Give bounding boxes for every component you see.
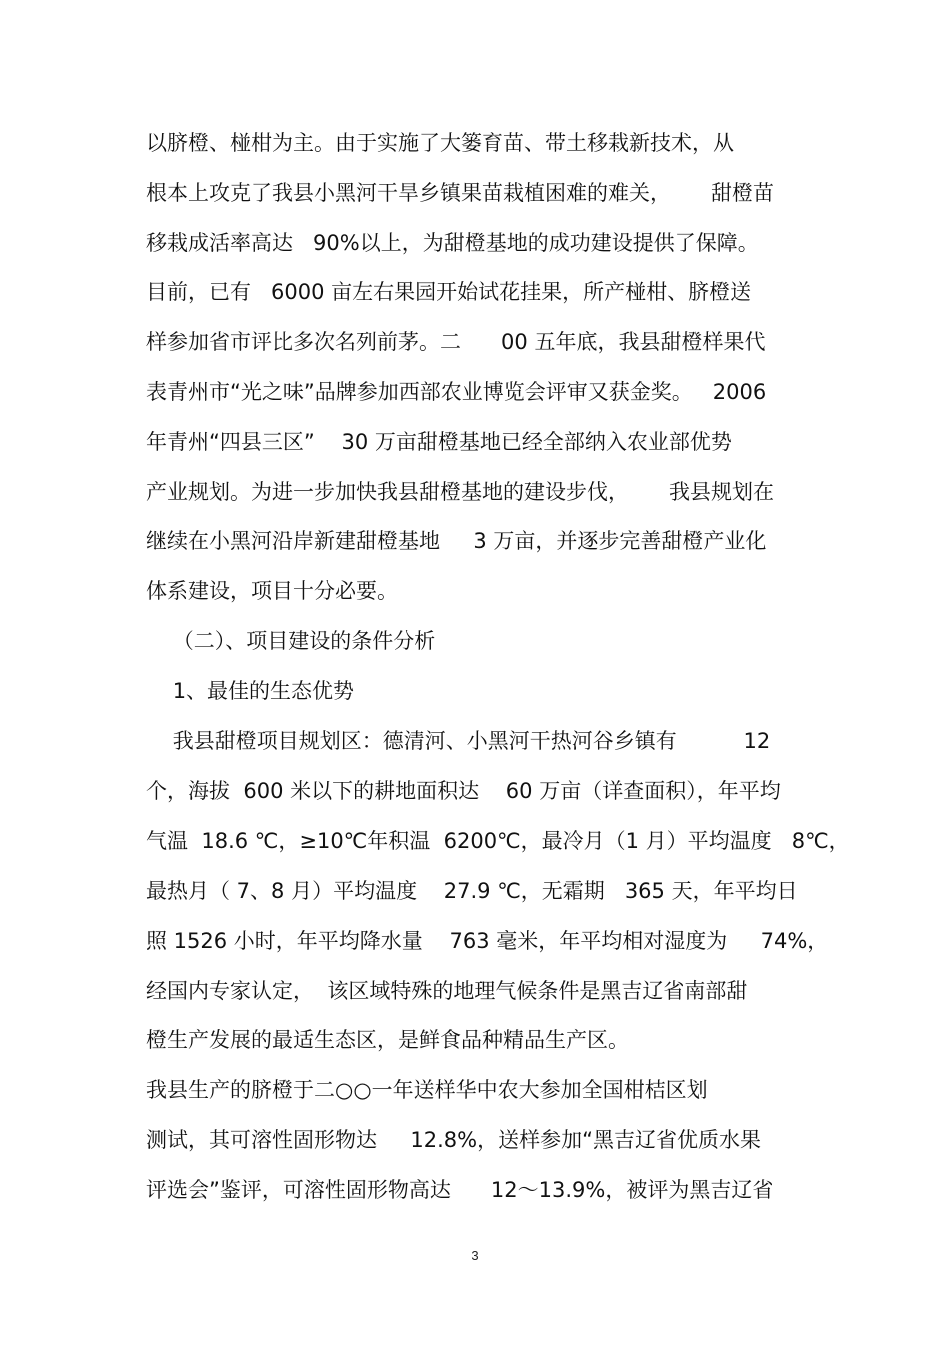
body-text-line: 表青州市“光之味”品牌参加西部农业博览会评审又获金奖。 2006	[146, 380, 767, 404]
body-text-line: 评选会”鉴评，可溶性固形物高达 12～13.9%，被评为黑吉辽省	[146, 1178, 774, 1202]
body-text-line: 照 1526 小时，年平均降水量 763 毫米，年平均相对湿度为 74%，	[146, 929, 829, 953]
page-number: 3	[471, 1248, 479, 1263]
body-text-line: 年青州“四县三区” 30 万亩甜橙基地已经全部纳入农业部优势	[146, 430, 732, 454]
body-text-line: 橙生产发展的最适生态区，是鲜食品种精品生产区。	[146, 1028, 629, 1052]
body-text-line: 最热月（ 7、8 月）平均温度 27.9 ℃，无霜期 365 天，年平均日	[146, 879, 798, 903]
body-text-line: 样参加省市评比多次名列前茅。二 00 五年底，我县甜橙样果代	[146, 330, 766, 354]
body-text-line: 经国内专家认定， 该区域特殊的地理气候条件是黑吉辽省南部甜	[146, 979, 748, 1003]
body-text-line: 继续在小黑河沿岸新建甜橙基地 3 万亩，并逐步完善甜橙产业化	[146, 529, 767, 553]
body-text-line: 目前，已有 6000 亩左右果园开始试花挂果，所产椪柑、脐橙送	[146, 280, 752, 304]
subsection-heading: 1、最佳的生态优势	[146, 679, 355, 703]
body-text-line: 我县甜橙项目规划区：德清河、小黑河干热河谷乡镇有 12	[146, 729, 771, 753]
section-heading: （二）、项目建设的条件分析	[146, 629, 436, 653]
body-text-line: 我县生产的脐橙于二○○一年送样华中农大参加全国柑桔区划	[146, 1078, 708, 1102]
body-text-line: 产业规划。为进一步加快我县甜橙基地的建设步伐， 我县规划在	[146, 480, 775, 504]
body-text-line: 以脐橙、椪柑为主。由于实施了大篓育苗、带土移栽新技术，从	[146, 131, 734, 155]
body-text-line: 根本上攻克了我县小黑河干旱乡镇果苗栽植困难的难关， 甜橙苗	[146, 181, 775, 205]
body-text-line: 气温 18.6 ℃，≥10℃年积温 6200℃，最冷月（1 月）平均温度 8℃，	[146, 829, 850, 853]
body-text-line: 体系建设，项目十分必要。	[146, 579, 398, 603]
body-text-line: 移栽成活率高达 90%以上，为甜橙基地的成功建设提供了保障。	[146, 231, 759, 255]
body-text-line: 测试，其可溶性固形物达 12.8%，送样参加“黑吉辽省优质水果	[146, 1128, 761, 1152]
body-text-line: 个，海拔 600 米以下的耕地面积达 60 万亩（详查面积），年平均	[146, 779, 781, 803]
